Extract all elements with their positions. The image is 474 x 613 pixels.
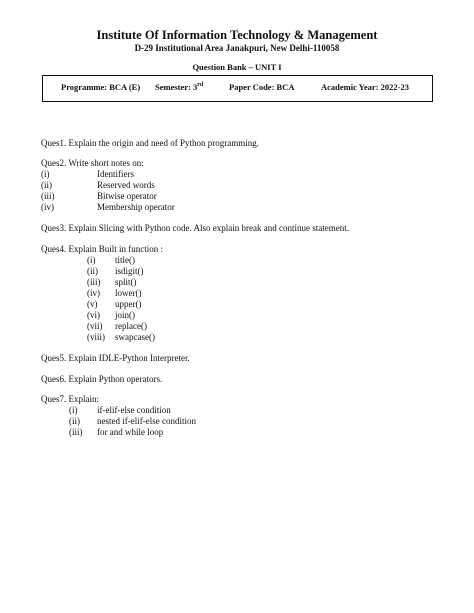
question-1: Ques1. Explain the origin and need of Python programming.	[41, 138, 259, 148]
q4-item-number: (iv)	[87, 288, 100, 298]
institute-title: Institute Of Information Technology & Management	[96, 28, 378, 42]
q4-item-number: (vii)	[87, 321, 103, 331]
course-info-box	[42, 75, 433, 102]
q2-item-number: (ii)	[41, 180, 52, 190]
q4-item-text: title()	[115, 255, 135, 265]
q4-item-number: (iii)	[87, 277, 101, 287]
q7-item-number: (ii)	[69, 416, 80, 426]
q7-item-text: nested if-elif-else condition	[97, 416, 196, 426]
question-5: Ques5. Explain IDLE-Python Interpreter.	[41, 353, 190, 363]
q4-item-number: (v)	[87, 299, 98, 309]
question-4: Ques4. Explain Built in function :	[41, 244, 163, 254]
q2-item-number: (i)	[41, 169, 50, 179]
q4-item-text: split()	[115, 277, 137, 287]
q4-item-number: (ii)	[87, 266, 98, 276]
q2-item-text: Identifiers	[97, 169, 134, 179]
question-3: Ques3. Explain Slicing with Python code. Also explain break and continue statement.	[41, 223, 349, 233]
q4-item-text: lower()	[115, 288, 142, 298]
programme-label: Programme: BCA (E)	[61, 82, 141, 92]
q2-item-number: (iii)	[41, 191, 55, 201]
paper-code-label: Paper Code: BCA	[229, 82, 295, 92]
q4-item-number: (i)	[87, 255, 96, 265]
q4-item-text: upper()	[115, 299, 142, 309]
question-bank-title: Question Bank – UNIT I	[192, 62, 282, 72]
q2-item-text: Membership operator	[97, 202, 175, 212]
q4-item-number: (viii)	[87, 332, 105, 342]
q2-item-number: (iv)	[41, 202, 54, 212]
question-7: Ques7. Explain:	[41, 394, 99, 404]
question-2: Ques2. Write short notes on:	[41, 158, 144, 168]
institute-address: D-29 Institutional Area Janakpuri, New Delhi-110058	[134, 43, 340, 53]
q7-item-number: (i)	[69, 405, 78, 415]
q7-item-text: for and while loop	[97, 427, 164, 437]
q7-item-text: if-elif-else condition	[97, 405, 171, 415]
q4-item-text: join()	[115, 310, 135, 320]
q2-item-text: Reserved words	[97, 180, 155, 190]
question-6: Ques6. Explain Python operators.	[41, 374, 163, 384]
q4-item-number: (vi)	[87, 310, 100, 320]
q2-item-text: Bitwise operator	[97, 191, 157, 201]
q4-item-text: swapcase()	[115, 332, 155, 342]
semester-label: Semester: 3rd	[155, 82, 204, 92]
semester-superscript: rd	[197, 82, 204, 89]
q4-item-text: isdigit()	[115, 266, 144, 276]
academic-year-label: Academic Year: 2022-23	[321, 82, 409, 92]
q4-item-text: replace()	[115, 321, 147, 331]
q7-item-number: (iii)	[69, 427, 83, 437]
